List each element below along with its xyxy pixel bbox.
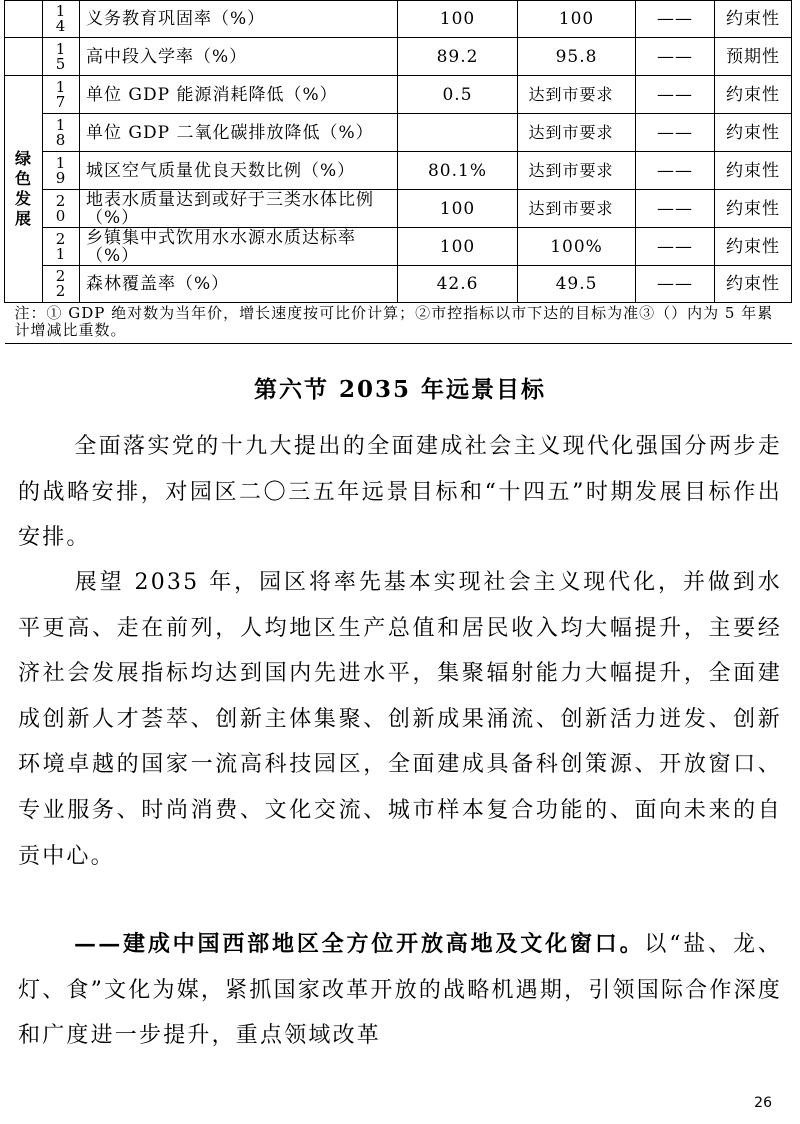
target-value: 49.5 xyxy=(518,266,636,303)
base-value: 0.5 xyxy=(398,76,518,114)
row-number: 1 9 xyxy=(43,152,80,190)
section-title: 第六节 2035 年远景目标 xyxy=(253,376,547,403)
target-value: 95.8 xyxy=(518,38,636,76)
growth-value: —— xyxy=(636,266,715,303)
row-number: 2 2 xyxy=(43,266,80,303)
growth-value: —— xyxy=(636,152,715,190)
row-number: 1 7 xyxy=(43,76,80,114)
base-value xyxy=(398,114,518,152)
indicator-name: 城区空气质量优良天数比例（%） xyxy=(80,152,398,190)
row-number: 2 0 xyxy=(43,190,80,228)
attribute-value: 约束性 xyxy=(715,190,792,228)
base-value: 42.6 xyxy=(398,266,518,303)
growth-value: —— xyxy=(636,114,715,152)
paragraph-outlook: 展望 2035 年，园区将率先基本实现社会主义现代化，并做到水平更高、走在前列，人均地区生产总值和居民收入均大幅提升，主要经济社会发展指标均达到国内先进水平，集聚辐射能力大幅提升，全面建成创新人才荟萃、创新主体集聚、创新成果涌流、创新活力迸发、创新环境卓越的国家一流高科技园区，全面建成具备科创策源、开放窗口、专业服务、时尚消费、文化交流、城市样本复合功能的、面向未来的自贡中心。 xyxy=(18,570,782,869)
growth-value: —— xyxy=(636,38,715,76)
growth-value: —— xyxy=(636,1,715,38)
table-row xyxy=(5,1,792,38)
bold-lead-sentence: ——建成中国西部地区全方位开放高地及文化窗口。 xyxy=(74,931,645,957)
target-value: 100 xyxy=(518,1,636,38)
table-row xyxy=(5,76,792,114)
page-number: 26 xyxy=(754,1095,772,1111)
paragraph-intro: 全面落实党的十九大提出的全面建成社会主义现代化强国分两步走的战略安排，对园区二〇三五年远景目标和“十四五”时期发展目标作出安排。 xyxy=(18,434,782,551)
row-number: 1 4 xyxy=(43,1,80,38)
target-value: 达到市要求 xyxy=(518,152,636,190)
paragraph-opening-highland: ——建成中国西部地区全方位开放高地及文化窗口。以“盐、龙、灯、食”文化为媒，紧抓国家改革开放的战略机遇期，引领国际合作深度和广度进一步提升，重点领域改革 xyxy=(18,931,782,1049)
base-value: 100 xyxy=(398,1,518,38)
target-value: 达到市要求 xyxy=(518,114,636,152)
growth-value: —— xyxy=(636,228,715,266)
table-row xyxy=(5,152,792,190)
growth-value: —— xyxy=(636,76,715,114)
attribute-value: 约束性 xyxy=(715,266,792,303)
indicator-name: 单位 GDP 二氧化碳排放降低（%） xyxy=(80,114,398,152)
indicator-name: 高中段入学率（%） xyxy=(80,38,398,76)
growth-value: —— xyxy=(636,190,715,228)
category-cell-blank xyxy=(5,1,43,38)
attribute-value: 约束性 xyxy=(715,152,792,190)
indicator-name: 单位 GDP 能源消耗降低（%） xyxy=(80,76,398,114)
base-value: 100 xyxy=(398,190,518,228)
table-note: 注：① GDP 绝对数为当年价，增长速度按可比价计算；②市控指标以市下达的目标为准③（）内为 5 年累计增减比重数。 xyxy=(5,303,792,344)
base-value: 80.1% xyxy=(398,152,518,190)
category-green-development: 绿色发展 xyxy=(5,76,43,303)
attribute-value: 约束性 xyxy=(715,76,792,114)
attribute-value: 约束性 xyxy=(715,228,792,266)
attribute-value: 约束性 xyxy=(715,1,792,38)
target-value: 100% xyxy=(518,228,636,266)
indicator-name: 乡镇集中式饮用水水源水质达标率（%） xyxy=(80,228,398,266)
row-number: 2 1 xyxy=(43,228,80,266)
indicator-name: 森林覆盖率（%） xyxy=(80,266,398,303)
category-cell-blank xyxy=(5,38,43,76)
target-value: 达到市要求 xyxy=(518,76,636,114)
table-row xyxy=(5,38,792,76)
table-row xyxy=(5,114,792,152)
table-note-row xyxy=(5,303,792,344)
row-number: 1 5 xyxy=(43,38,80,76)
row-number: 1 8 xyxy=(43,114,80,152)
base-value: 100 xyxy=(398,228,518,266)
attribute-value: 预期性 xyxy=(715,38,792,76)
table-row xyxy=(5,228,792,266)
attribute-value: 约束性 xyxy=(715,114,792,152)
base-value: 89.2 xyxy=(398,38,518,76)
table-row xyxy=(5,190,792,228)
indicator-name: 义务教育巩固率（%） xyxy=(80,1,398,38)
indicator-name: 地表水质量达到或好于三类水体比例（%） xyxy=(80,190,398,228)
indicator-table xyxy=(4,0,792,344)
target-value: 达到市要求 xyxy=(518,190,636,228)
table-row xyxy=(5,266,792,303)
